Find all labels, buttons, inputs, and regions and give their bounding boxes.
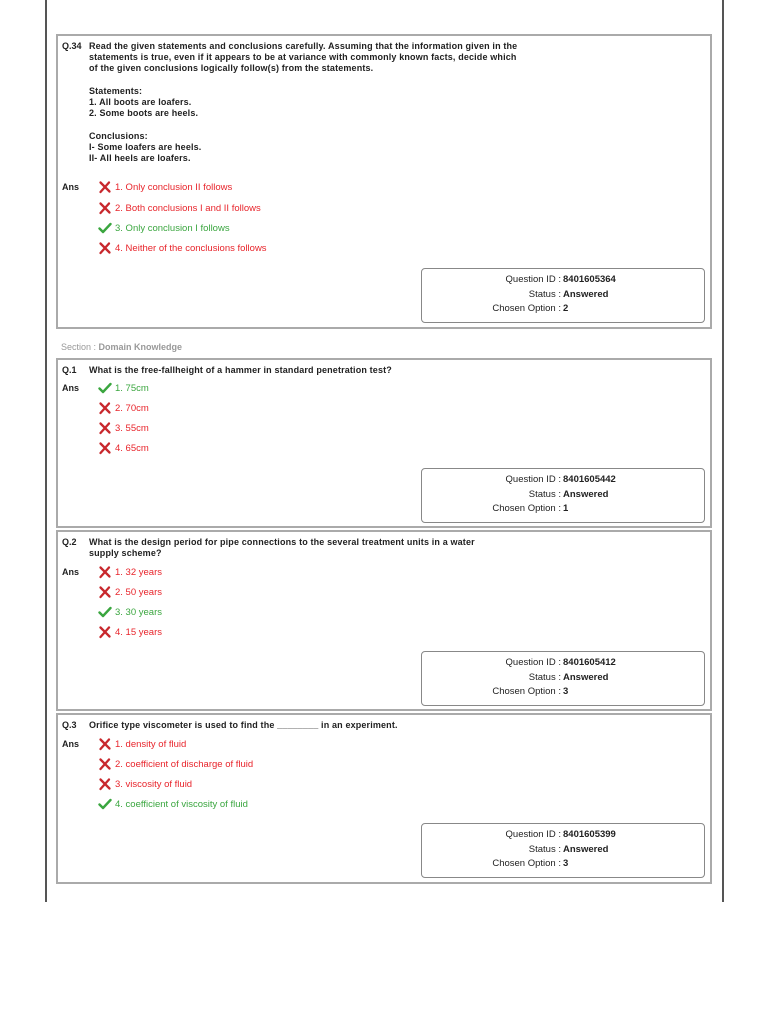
chosen-option-row (420, 303, 704, 317)
question-info-box (421, 268, 705, 323)
check-icon (98, 797, 112, 811)
status-value: Answered (563, 289, 609, 300)
chosen-option-value: 3 (563, 686, 569, 697)
question-id-value: 8401605442 (563, 474, 616, 485)
ans-label: Ans (62, 739, 80, 749)
chosen-option-label: Chosen Option : (492, 303, 561, 314)
option-text: 3. viscosity of fluid (115, 778, 193, 790)
question-paragraph: Read the given statements and conclusions carefully. Assuming that the information given in the statements is true, even if it appears to be at variance with commonly known facts, decide which of the given conclusions logically follow(s) from the statements. (89, 41, 518, 74)
question-paragraph: Conclusions: (89, 130, 148, 141)
question-id-label: Question ID : (505, 274, 561, 285)
question-card-q2 (56, 530, 712, 711)
status-label: Status : (528, 672, 561, 683)
option-text: 2. 70cm (115, 402, 149, 414)
status-value: Answered (563, 672, 609, 683)
question-id-value: 8401605412 (563, 657, 616, 668)
option-text: 3. 30 years (115, 606, 162, 618)
question-paragraph: Statements: (89, 85, 143, 96)
cross-icon (98, 625, 112, 639)
question-text: What is the free-fallheight of a hammer in standard penetration test? (89, 365, 392, 375)
section-name: Domain Knowledge (98, 342, 183, 352)
option-text: 1. 32 years (115, 566, 162, 578)
option-2 (98, 585, 162, 599)
option-2 (98, 201, 261, 215)
option-1 (98, 737, 186, 751)
cross-icon (98, 585, 112, 599)
option-4 (98, 797, 248, 811)
status-label: Status : (528, 489, 561, 500)
option-text: 4. 15 years (115, 626, 162, 638)
cross-icon (98, 421, 112, 435)
status-row (420, 289, 704, 303)
option-1 (98, 180, 232, 194)
chosen-option-label: Chosen Option : (492, 858, 561, 869)
status-label: Status : (528, 289, 561, 300)
question-id-value: 8401605364 (563, 274, 616, 285)
check-icon (98, 381, 112, 395)
cross-icon (98, 737, 112, 751)
check-icon (98, 605, 112, 619)
question-card-q3 (56, 713, 712, 884)
question-id-label: Question ID : (505, 657, 561, 668)
option-3 (98, 421, 149, 435)
cross-icon (98, 241, 112, 255)
option-text: 1. density of fluid (115, 738, 187, 750)
option-text: 4. Neither of the conclusions follows (115, 242, 267, 254)
check-icon (98, 221, 112, 235)
option-text: 4. coefficient of viscosity of fluid (115, 798, 248, 810)
question-paragraph (89, 75, 519, 86)
question-text: What is the design period for pipe connections to the several treatment units in a water supply scheme? (89, 537, 475, 559)
option-1 (98, 565, 162, 579)
option-text: 1. Only conclusion II follows (115, 181, 233, 193)
ans-label: Ans (62, 383, 80, 393)
question-paragraph: II- All heels are loafers. (89, 153, 191, 163)
chosen-option-row (420, 858, 704, 872)
status-label: Status : (528, 844, 561, 855)
chosen-option-label: Chosen Option : (492, 503, 561, 514)
question-number: Q.2 (62, 537, 77, 547)
left-page-rule (45, 0, 47, 902)
status-value: Answered (563, 844, 609, 855)
question-paragraph (89, 119, 519, 130)
option-text: 2. coefficient of discharge of fluid (115, 758, 254, 770)
question-number: Q.34 (62, 41, 82, 51)
question-number: Q.1 (62, 365, 77, 375)
option-4 (98, 625, 162, 639)
chosen-option-value: 3 (563, 858, 569, 869)
option-4 (98, 441, 149, 455)
option-3 (98, 221, 230, 235)
question-info-box (421, 651, 705, 706)
status-row (420, 489, 704, 503)
option-4 (98, 241, 267, 255)
option-text: 2. Both conclusions I and II follows (115, 202, 261, 214)
question-card-q34 (56, 34, 712, 329)
option-1 (98, 381, 149, 395)
status-row (420, 672, 704, 686)
question-text: Orifice type viscometer is used to find the ________ in an experiment. (89, 720, 398, 730)
question-paragraph: 2. Some boots are heels. (89, 108, 199, 119)
status-row (420, 844, 704, 858)
option-text: 3. Only conclusion I follows (115, 222, 230, 234)
chosen-option-value: 1 (563, 503, 569, 514)
option-text: 3. 55cm (115, 422, 149, 434)
question-id-label: Question ID : (505, 829, 561, 840)
option-text: 1. 75cm (115, 382, 149, 394)
chosen-option-row (420, 503, 704, 517)
question-paragraph: 1. All boots are loafers. (89, 97, 192, 107)
ans-label: Ans (62, 567, 80, 577)
cross-icon (98, 441, 112, 455)
option-2 (98, 757, 253, 771)
cross-icon (98, 777, 112, 791)
question-card-q1 (56, 358, 712, 528)
cross-icon (98, 757, 112, 771)
question-paragraph: I- Some loafers are heels. (89, 141, 202, 152)
cross-icon (98, 565, 112, 579)
right-page-rule (722, 0, 724, 902)
chosen-option-value: 2 (563, 303, 569, 314)
question-number: Q.3 (62, 720, 77, 730)
status-value: Answered (563, 489, 609, 500)
option-text: 4. 65cm (115, 442, 149, 454)
question-info-box (421, 468, 705, 523)
cross-icon (98, 401, 112, 415)
chosen-option-row (420, 686, 704, 700)
option-3 (98, 605, 162, 619)
section-heading (61, 342, 182, 352)
question-id-label: Question ID : (505, 474, 561, 485)
question-id-row (420, 474, 704, 488)
cross-icon (98, 180, 112, 194)
question-text (89, 41, 519, 164)
chosen-option-label: Chosen Option : (492, 686, 561, 697)
question-info-box (421, 823, 705, 878)
section-label: Section : (61, 342, 97, 352)
question-id-value: 8401605399 (563, 829, 616, 840)
question-id-row (420, 829, 704, 843)
question-id-row (420, 274, 704, 288)
option-3 (98, 777, 192, 791)
ans-label: Ans (62, 182, 80, 192)
question-id-row (420, 657, 704, 671)
option-2 (98, 401, 149, 415)
option-text: 2. 50 years (115, 586, 162, 598)
cross-icon (98, 201, 112, 215)
